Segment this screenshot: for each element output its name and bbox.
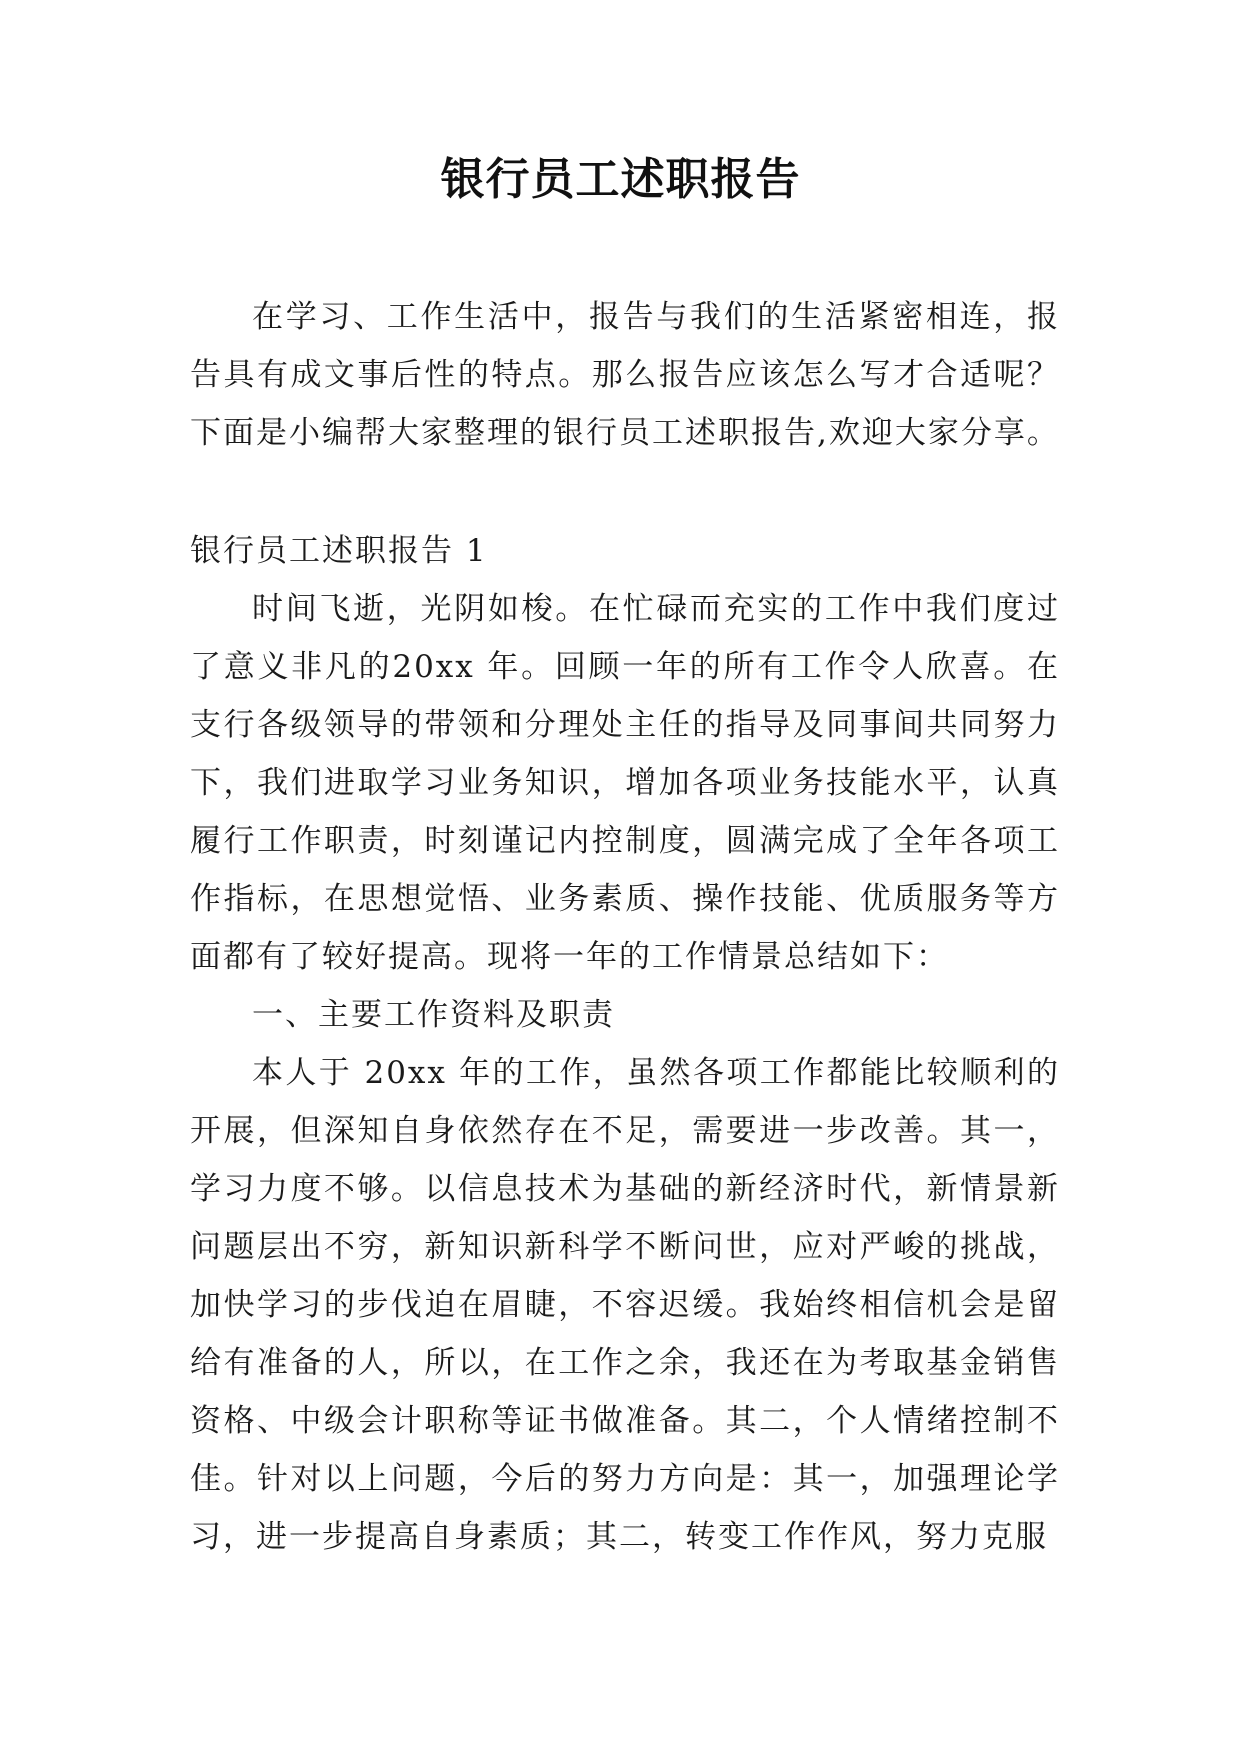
report-section: [190, 522, 1060, 1566]
subheading-paragraph: 一、主要工作资料及职责: [252, 997, 615, 1033]
body-paragraph: 时间飞逝，光阴如梭。在忙碌而充实的工作中我们度过了意义非凡的20xx 年。回顾一年的所有工作令人欣喜。在支行各级领导的带领和分理处主任的指导及同事间共同努力下，我们进取学习业务知识，增加各项业务技能水平，认真履行工作职责，时刻谨记内控制度，圆满完成了全年各项工作指标，在思想觉悟、业务素质、操作技能、优质服务等方面都有了较好提高。现将一年的工作情景总结如下：: [190, 591, 1060, 975]
body-paragraph: 本人于 20xx 年的工作，虽然各项工作都能比较顺利的开展，但深知自身依然存在不足，需要进一步改善。其一，学习力度不够。以信息技术为基础的新经济时代，新情景新问题层出不穷，新知识新科学不断问世，应对严峻的挑战，加快学习的步伐迫在眉睫，不容迟缓。我始终相信机会是留给有准备的人，所以，在工作之余，我还在为考取基金销售资格、中级会计职称等证书做准备。其二，个人情绪控制不佳。针对以上问题，今后的努力方向是：其一，加强理论学习，进一步提高自身素质；其二，转变工作作风，努力克服: [190, 1055, 1060, 1555]
section-heading: 银行员工述职报告 1: [190, 533, 488, 569]
document-title: 银行员工述职报告: [440, 154, 801, 205]
intro-paragraph: 在学习、工作生活中，报告与我们的生活紧密相连，报告具有成文事后性的特点。那么报告应该怎么写才合适呢？下面是小编帮大家整理的银行员工述职报告,欢迎大家分享。: [190, 299, 1060, 451]
